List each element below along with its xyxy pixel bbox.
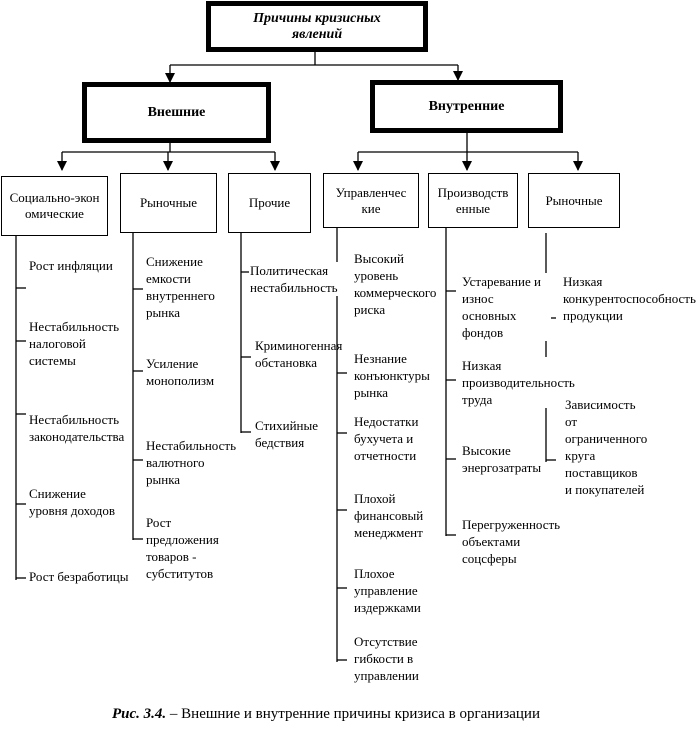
list-item: Политическая нестабильность — [249, 262, 347, 296]
list-item: Рост инфляции — [28, 257, 118, 274]
list-item: Снижение уровня доходов — [28, 485, 124, 519]
list-item: Снижение емкости внутреннего рынка — [145, 253, 231, 321]
subcategory-market-external-label: Рыночные — [139, 195, 198, 210]
list-item: Рост предложения товаров - субститутов — [145, 514, 235, 582]
list-item: Низкая конкурентоспособность продукции — [563, 274, 696, 323]
subcategory-social-label: Социально-экономические — [9, 190, 100, 221]
category-internal — [370, 80, 563, 133]
title-text: Причины кризисных явлений — [253, 10, 381, 42]
subcategory-market-external — [120, 173, 217, 233]
list-item: Незнание конъюнктуры рынка — [353, 350, 443, 401]
list-item: Усиление монополизм — [145, 355, 235, 389]
subcategory-market-internal — [528, 173, 620, 228]
list-item: Криминогенная обстановка — [255, 338, 343, 370]
figure-number: Рис. 3.4. — [111, 706, 167, 722]
list-item: Нестабильность валютного рынка — [146, 438, 237, 487]
figure-caption-text: – Внешние и внутренние причины кризиса в организации — [166, 706, 540, 722]
subcategory-management-label: Управленческие — [335, 184, 407, 216]
list-item: Высокие энергозатраты — [462, 443, 542, 475]
category-external-label: Внешние — [147, 104, 206, 120]
list-item: Плохое управление издержками — [353, 565, 445, 616]
figure-caption — [0, 706, 652, 723]
subcategory-other-label: Прочие — [248, 195, 291, 210]
category-external — [82, 82, 271, 143]
list-item: Недостатки бухучета и отчетности — [353, 413, 443, 464]
subcategory-production-label: Производственные — [437, 184, 509, 216]
list-item: Отсутствие гибкости в управлении — [353, 633, 443, 684]
list-item: Нестабильность законодательства — [29, 412, 125, 444]
title-box — [206, 1, 428, 52]
category-internal-label: Внутренние — [428, 98, 505, 114]
subcategory-social — [1, 176, 108, 236]
list-item: Низкая производительность труда — [462, 358, 575, 407]
list-item: Перегруженность объектами соцсферы — [462, 517, 561, 566]
list-item: Нестабильность налоговой системы — [28, 318, 124, 369]
list-item: Рост безработицы — [28, 568, 134, 585]
subcategory-other — [228, 173, 311, 233]
list-item: Зависимость от ограниченного круга поставщиков и покупателей — [565, 397, 648, 497]
subcategory-market-internal-label: Рыночные — [545, 192, 603, 208]
list-item: Высокий уровень коммерческого риска — [353, 250, 439, 318]
list-item: Стихийные бедствия — [254, 417, 326, 451]
list-item: Устаревание и износ основных фондов — [461, 273, 551, 341]
subcategory-production — [428, 173, 518, 228]
subcategory-management — [323, 173, 419, 228]
list-item: Плохой финансовый менеджмент — [353, 490, 445, 541]
